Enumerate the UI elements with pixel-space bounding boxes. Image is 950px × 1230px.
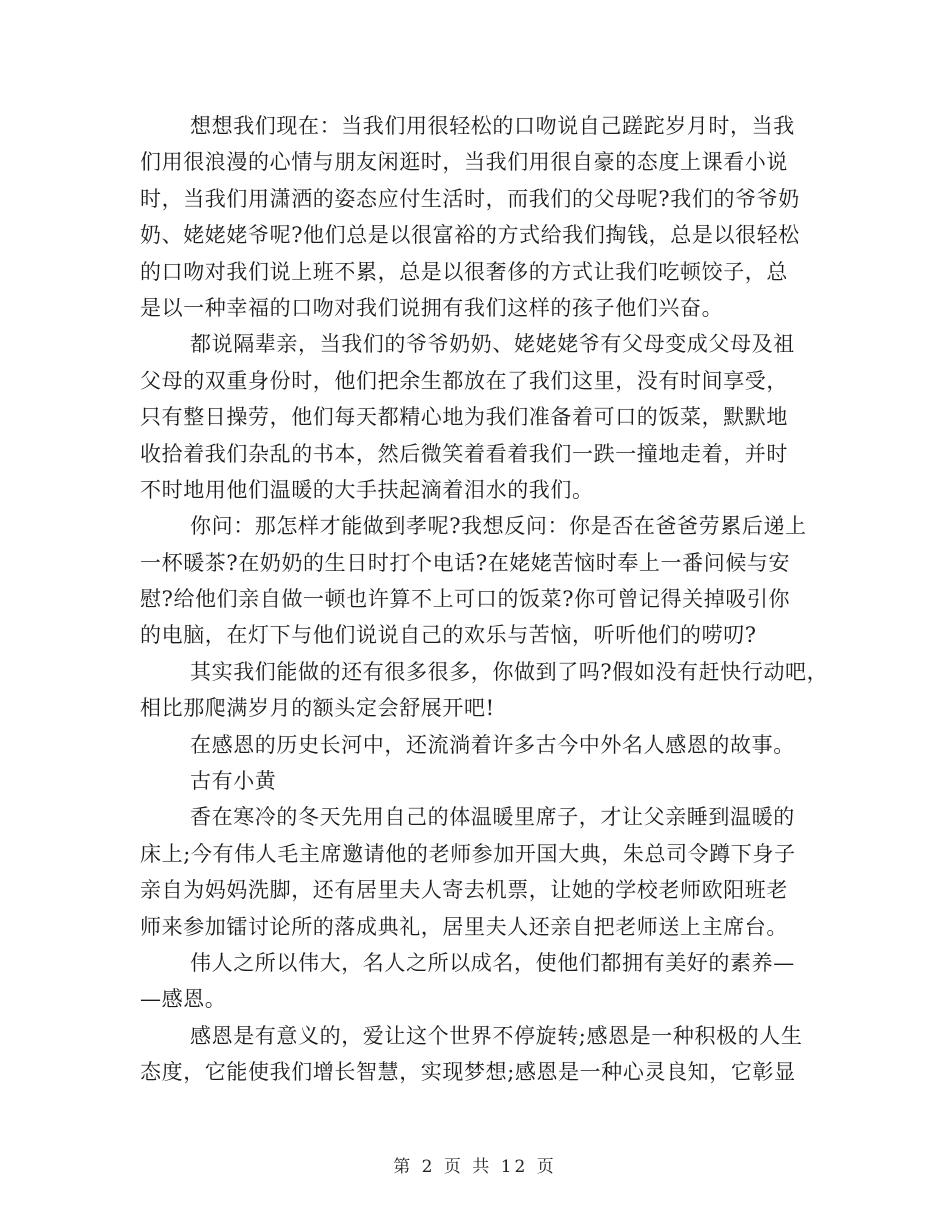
text-line: 在感恩的历史长河中，还流淌着许多古今中外名人感恩的故事。 — [190, 732, 795, 757]
text-line: 亲自为妈妈洗脚，还有居里夫人寄去机票，让她的学校老师欧阳班老 — [140, 878, 788, 903]
text-line: 是以一种幸福的口吻对我们说拥有我们这样的孩子他们兴奋。 — [140, 295, 724, 320]
text-line: 都说隔辈亲，当我们的爷爷奶奶、姥姥姥爷有父母变成父母及祖 — [190, 332, 795, 357]
text-line: 的电脑，在灯下与他们说说自己的欢乐与苦恼，听听他们的唠叨? — [140, 623, 757, 648]
text-line: 不时地用他们温暖的大手扶起滴着泪水的我们。 — [140, 477, 594, 502]
text-line: 收拾着我们杂乱的书本，然后微笑着看着我们一跌一撞地走着，并时 — [140, 441, 788, 466]
page-footer: 第 2 页 共 12 页 — [393, 1157, 557, 1177]
text-line: 只有整日操劳，他们每天都精心地为我们准备着可口的饭菜，默默地 — [140, 405, 788, 430]
text-line: 相比那爬满岁月的额头定会舒展开吧! — [140, 696, 495, 721]
text-line: 古有小黄 — [190, 769, 277, 794]
text-line: 的口吻对我们说上班不累，总是以很奢侈的方式让我们吃顿饺子，总 — [140, 259, 788, 284]
text-line: 父母的双重身份时，他们把余生都放在了我们这里，没有时间享受， — [140, 368, 788, 393]
text-line: 态度，它能使我们增长智慧，实现梦想;感恩是一种心灵良知，它彰显 — [140, 1060, 796, 1085]
text-line: 慰?给他们亲自做一顿也许算不上可口的饭菜?你可曾记得关掉吸引你 — [140, 587, 791, 612]
text-line: 时，当我们用潇洒的姿态应付生活时，而我们的父母呢?我们的爷爷奶 — [140, 186, 800, 211]
text-line: 其实我们能做的还有很多很多，你做到了吗?假如没有赶快行动吧， — [190, 659, 829, 684]
text-line: 想想我们现在：当我们用很轻松的口吻说自己蹉跎岁月时，当我 — [190, 114, 795, 138]
text-line: 感恩是有意义的，爱让这个世界不停旋转;感恩是一种积极的人生 — [190, 1023, 803, 1048]
text-line: 床上;今有伟人毛主席邀请他的老师参加开国大典，朱总司令蹲下身子 — [140, 841, 796, 866]
text-line: 们用很浪漫的心情与朋友闲逛时，当我们用很自豪的态度上课看小说 — [140, 150, 788, 175]
text-line: 香在寒冷的冬天先用自己的体温暖里席子，才让父亲睡到温暖的 — [190, 805, 795, 830]
document-body — [140, 108, 829, 1091]
text-line: 伟人之所以伟大，名人之所以成名，使他们都拥有美好的素养— — [190, 950, 795, 975]
text-line: 奶、姥姥姥爷呢?他们总是以很富裕的方式给我们掏钱，总是以很轻松 — [140, 223, 800, 248]
text-line: 师来参加镭讨论所的落成典礼，居里夫人还亲自把老师送上主席台。 — [140, 914, 788, 939]
text-line: 一杯暖茶?在奶奶的生日时打个电话?在姥姥苦恼时奉上一番问候与安 — [140, 550, 791, 575]
text-line: —感恩。 — [140, 987, 227, 1012]
text-line: 你问：那怎样才能做到孝呢?我想反问：你是否在爸爸劳累后递上 — [190, 514, 807, 539]
